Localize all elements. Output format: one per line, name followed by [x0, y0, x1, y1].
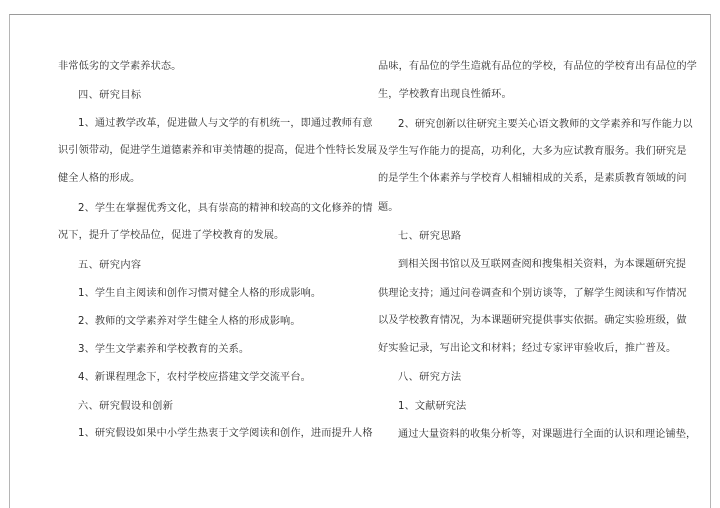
text-line: 2、教师的文学素养对学生健全人格的形成影响。: [78, 316, 301, 327]
text-line: 1、通过教学改革，促进做人与文学的有机统一，即通过教师有意: [78, 118, 373, 129]
text-line: 生，学校教育出现良性循环。: [378, 89, 512, 100]
text-line: 健全人格的形成。: [58, 173, 141, 184]
text-line: 以及学校教育情况，为本课题研究提供事实依据。确定实验班级，做: [378, 315, 687, 326]
text-line: 4、新课程理念下，农村学校应搭建文学交流平台。: [78, 372, 311, 383]
text-line: 1、文献研究法: [398, 401, 467, 412]
text-line: 供理论支持；通过问卷调查和个别访谈等，了解学生阅读和写作情况: [378, 288, 687, 299]
section-heading: 五、研究内容: [78, 260, 142, 271]
section-heading: 四、研究目标: [78, 90, 142, 101]
text-line: 1、研究假设如果中小学生热衷于文学阅读和创作，进而提升人格: [78, 428, 373, 439]
section-heading: 六、研究假设和创新: [78, 401, 174, 412]
text-line: 3、学生文学素养和学校教育的关系。: [78, 344, 250, 355]
text-line: 题。: [378, 202, 399, 213]
text-line: 的是学生个体素养与学校育人相辅相成的关系，是素质教育领域的问: [378, 173, 687, 184]
text-line: 好实验记录，写出论文和材料；经过专家评审验收后，推广普及。: [378, 343, 677, 354]
text-line: 到相关图书馆以及互联网查阅和搜集相关资料，为本课题研究提: [398, 259, 687, 270]
text-line: 识引领带动，促进学生道德素养和审美情趣的提高，促进个性特长发展: [58, 145, 377, 156]
text-line: 1、学生自主阅读和创作习惯对健全人格的形成影响。: [78, 288, 322, 299]
text-line: 况下，提升了学校品位，促进了学校教育的发展。: [58, 230, 285, 241]
section-heading: 八、研究方法: [398, 372, 462, 383]
text-line: 2、学生在掌握优秀文化，具有崇高的精神和较高的文化修养的情: [78, 203, 373, 214]
text-line: 非常低劣的文学素养状态。: [58, 61, 182, 72]
text-line: 通过大量资料的收集分析等，对课题进行全面的认识和理论铺垫，: [398, 429, 697, 440]
section-heading: 七、研究思路: [398, 231, 462, 242]
text-line: 及学生写作能力的提高，功利化，大多为应试教育服务。我们研究是: [378, 146, 687, 157]
text-line: 2、研究创新以往研究主要关心语文教师的文学素养和写作能力以: [398, 119, 693, 130]
text-line: 品味，有品位的学生造就有品位的学校，有品位的学校育出有品位的学: [378, 61, 697, 72]
